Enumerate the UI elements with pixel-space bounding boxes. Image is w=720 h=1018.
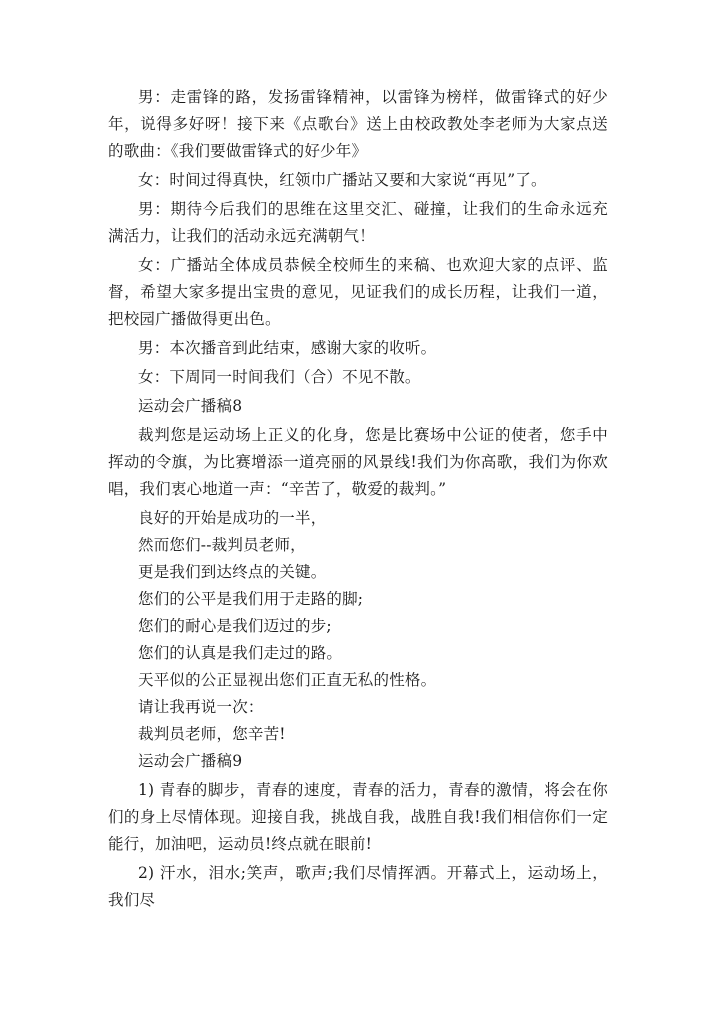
- verse-line: 天平似的公正显视出您们正直无私的性格。: [138, 671, 437, 689]
- verse-line: 良好的开始是成功的一半，: [138, 509, 327, 527]
- section-heading: 运动会广播稿9: [138, 752, 243, 770]
- verse-line: 您们的耐心是我们迈过的步;: [138, 617, 332, 635]
- paragraph: 裁判您是运动场上正义的化身，您是比赛场中公证的使者，您手中挥动的令旗，为比赛增添一道亮丽的风景线!我们为你高歌，我们为你欢唱，我们衷心地道一声：“辛苦了，敬爱的裁判。”: [108, 426, 608, 498]
- paragraph: 男：期待今后我们的思维在这里交汇、碰撞，让我们的生命永远充满活力，让我们的活动永远充满朝气！: [108, 200, 608, 245]
- paragraph: 1) 青春的脚步，青春的速度，青春的活力，青春的激情，将会在你们的身上尽情体现。迎接自我，挑战自我，战胜自我!我们相信你们一定能行，加油吧，运动员!终点就在眼前!: [108, 781, 608, 853]
- paragraph: 男：走雷锋的路，发扬雷锋精神，以雷锋为榜样，做雷锋式的好少年，说得多好呀！接下来《点歌台》送上由校政教处李老师为大家点送的歌曲：《我们要做雷锋式的好少年》: [108, 88, 608, 160]
- verse-line: 更是我们到达终点的关键。: [138, 563, 327, 581]
- paragraph: 男：本次播音到此结束，感谢大家的收听。: [138, 339, 437, 357]
- document-body: [108, 84, 608, 916]
- paragraph: 2) 汗水，泪水;笑声，歌声;我们尽情挥洒。开幕式上，运动场上，我们尽: [108, 864, 608, 909]
- verse-line: 然而您们--裁判员老师，: [138, 536, 306, 554]
- verse-line: 请让我再说一次：: [138, 698, 264, 716]
- paragraph: 女：下周同一时间我们（合）不见不散。: [138, 368, 421, 386]
- verse-line: 您们的公平是我们用于走路的脚;: [138, 590, 364, 608]
- paragraph: 女：广播站全体成员恭候全校师生的来稿、也欢迎大家的点评、监督，希望大家多提出宝贵的意见，见证我们的成长历程，让我们一道，把校园广播做得更出色。: [108, 256, 608, 328]
- verse-line: 裁判员老师，您辛苦!: [138, 725, 286, 743]
- section-heading: 运动会广播稿8: [138, 397, 243, 415]
- verse-line: 您们的认真是我们走过的路。: [138, 644, 343, 662]
- paragraph: 女：时间过得真快，红领巾广播站又要和大家说“再见”了。: [138, 171, 547, 189]
